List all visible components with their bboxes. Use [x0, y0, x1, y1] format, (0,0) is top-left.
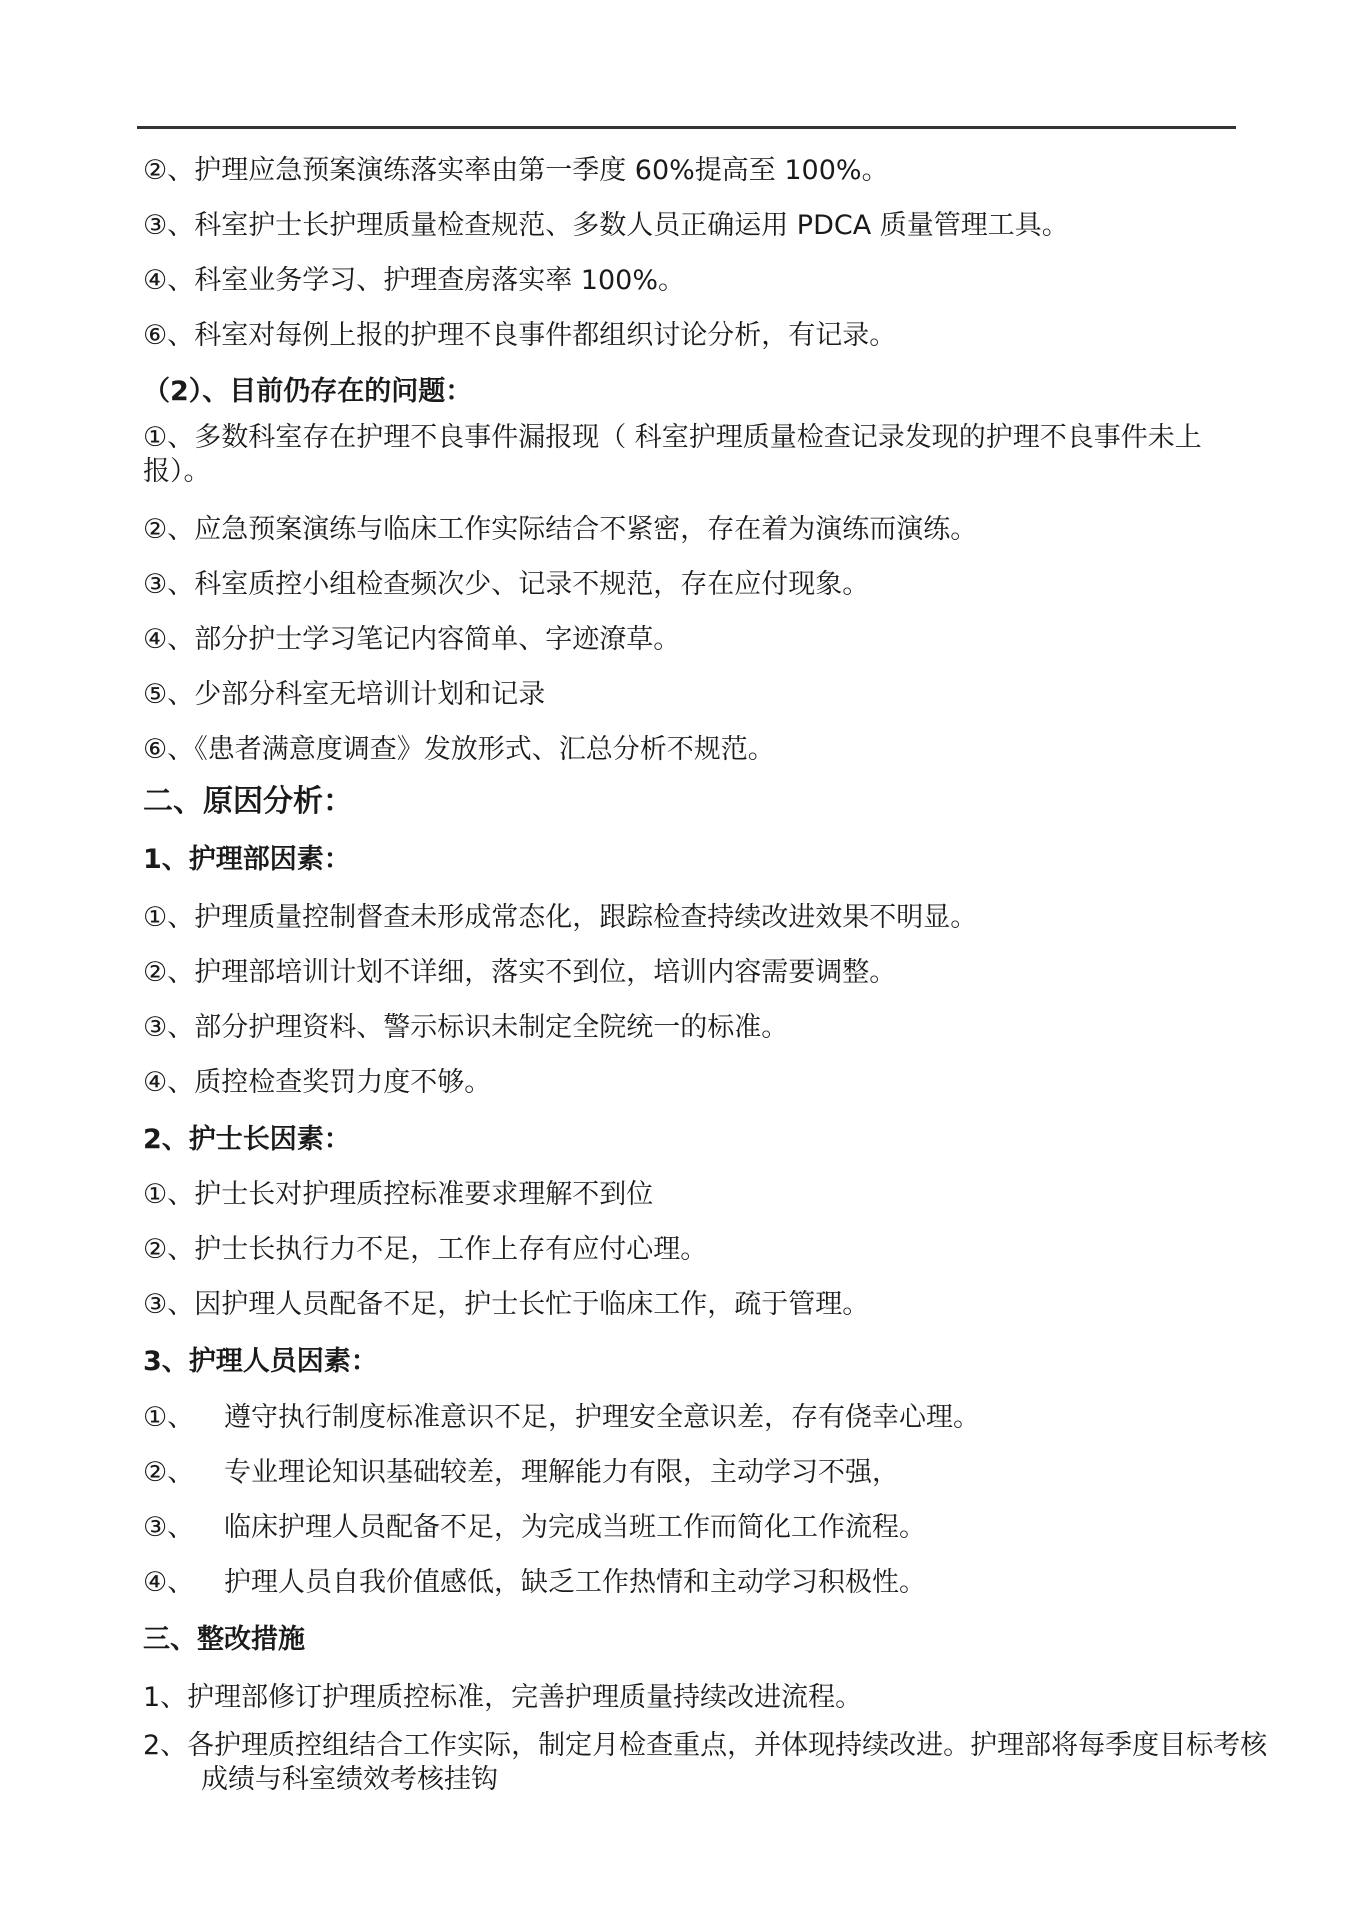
rectification-item-2: 2、各护理质控组结合工作实际，制定月检查重点，并体现持续改进。护理部将每季度目标考核成绩与科室绩效考核挂钩: [143, 1730, 1268, 1795]
staff-factor-number: ③、: [143, 1512, 195, 1543]
section-heading-cause-analysis: 二、原因分析：: [143, 784, 353, 819]
staff-factor-number: ④、: [143, 1567, 195, 1598]
dept-factor-2: ②、护理部培训计划不详细，落实不到位，培训内容需要调整。: [143, 957, 897, 988]
dept-factor-4: ④、质控检查奖罚力度不够。: [143, 1067, 492, 1098]
staff-factor-text: 护理人员自我价值感低，缺乏工作热情和主动学习积极性。: [224, 1567, 926, 1598]
staff-factor-number: ①、: [143, 1402, 195, 1433]
staff-factor-1: [143, 1401, 1243, 1435]
problem-2: ②、应急预案演练与临床工作实际结合不紧密，存在着为演练而演练。: [143, 514, 978, 545]
staff-factor-text: 专业理论知识基础较差，理解能力有限，主动学习不强，: [224, 1457, 899, 1488]
rectification-item-1: 1、护理部修订护理质控标准，完善护理质量持续改进流程。: [143, 1682, 863, 1713]
subheading-nursing-dept-factors: 1、护理部因素：: [143, 844, 351, 875]
subheading-head-nurse-factors: 2、护士长因素：: [143, 1124, 351, 1155]
problem-5: ⑤、少部分科室无培训计划和记录: [143, 679, 546, 710]
achievement-2: ②、护理应急预案演练落实率由第一季度 60%提高至 100%。: [143, 155, 889, 186]
staff-factor-number: ②、: [143, 1457, 195, 1488]
achievement-4: ④、科室业务学习、护理查房落实率 100%。: [143, 265, 685, 296]
header-rule: [137, 126, 1236, 129]
achievement-6: ⑥、科室对每例上报的护理不良事件都组织讨论分析，有记录。: [143, 320, 897, 351]
head-nurse-factor-2: ②、护士长执行力不足，工作上存有应付心理。: [143, 1234, 708, 1265]
staff-factor-text: 临床护理人员配备不足，为完成当班工作而简化工作流程。: [224, 1512, 926, 1543]
staff-factor-4: [143, 1566, 1243, 1600]
staff-factor-3: [143, 1511, 1243, 1545]
problem-6: ⑥、《患者满意度调查》发放形式、汇总分析不规范。: [143, 734, 775, 765]
head-nurse-factor-3: ③、因护理人员配备不足，护士长忙于临床工作，疏于管理。: [143, 1289, 870, 1320]
problem-3: ③、科室质控小组检查频次少、记录不规范，存在应付现象。: [143, 569, 870, 600]
staff-factor-2: [143, 1456, 1243, 1490]
problem-1: ①、多数科室存在护理不良事件漏报现（ 科室护理质量检查记录发现的护理不良事件未上报）。: [143, 422, 1202, 487]
dept-factor-3: ③、部分护理资料、警示标识未制定全院统一的标准。: [143, 1012, 789, 1043]
head-nurse-factor-1: ①、护士长对护理质控标准要求理解不到位: [143, 1179, 654, 1210]
subheading-staff-factors: 3、护理人员因素：: [143, 1346, 378, 1377]
subheading-existing-problems: （2）、目前仍存在的问题：: [143, 376, 473, 407]
problem-4: ④、部分护士学习笔记内容简单、字迹潦草。: [143, 624, 681, 655]
section-heading-rectification: 三、整改措施: [143, 1624, 305, 1655]
staff-factor-text: 遵守执行制度标准意识不足，护理安全意识差，存有侥幸心理。: [224, 1402, 980, 1433]
achievement-3: ③、科室护士长护理质量检查规范、多数人员正确运用 PDCA 质量管理工具。: [143, 210, 1069, 241]
dept-factor-1: ①、护理质量控制督查未形成常态化，跟踪检查持续改进效果不明显。: [143, 902, 978, 933]
